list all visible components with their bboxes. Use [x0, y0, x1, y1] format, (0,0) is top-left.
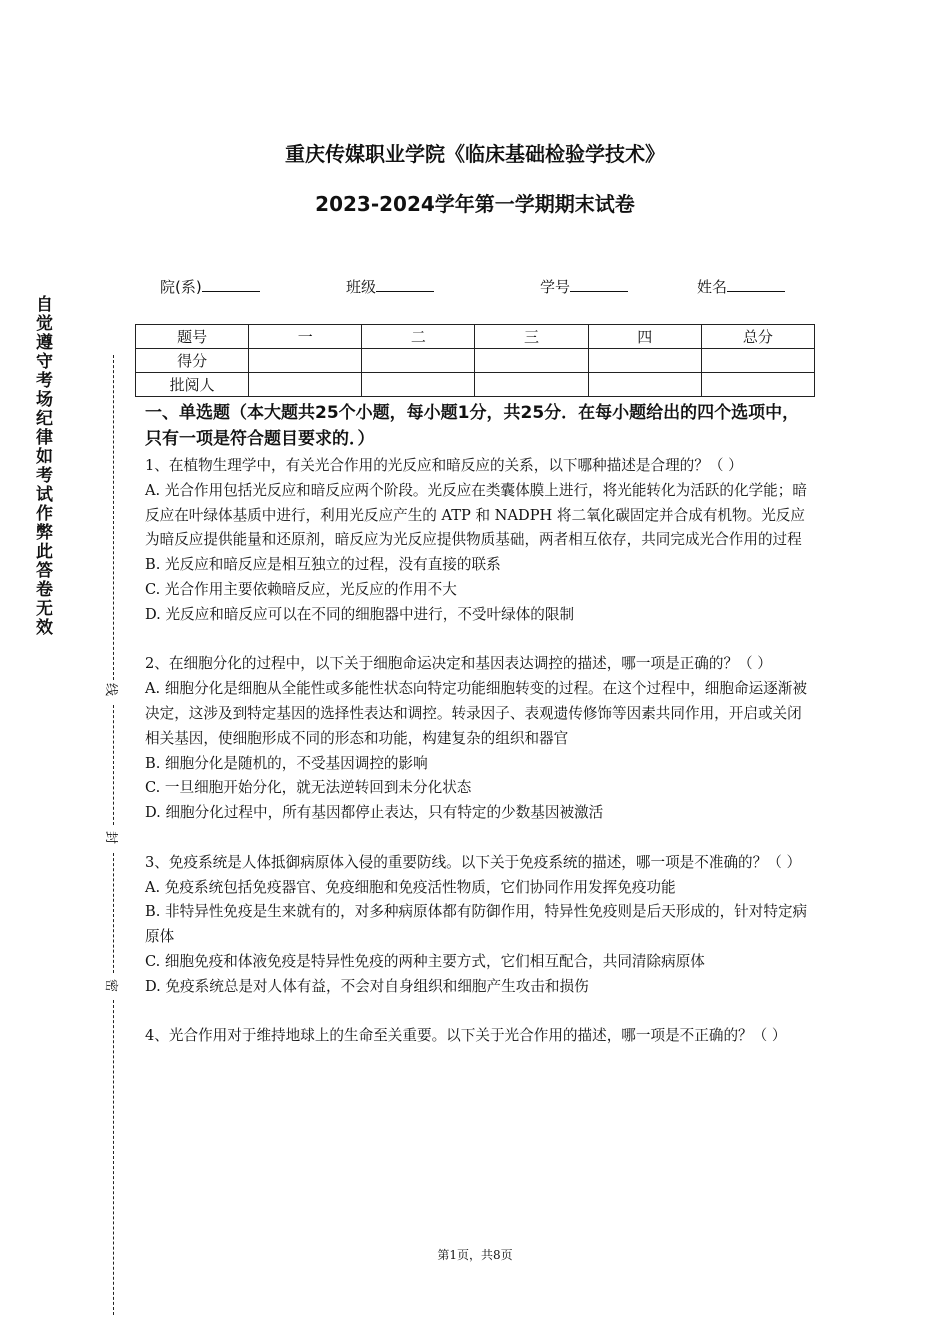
row-label: 得分: [136, 349, 249, 373]
question-stem: 2、在细胞分化的过程中，以下关于细胞命运决定和基因表达调控的描述，哪一项是正确的？（ ）: [145, 655, 772, 673]
question-3: [145, 851, 813, 1000]
exam-subtitle: 2023-2024学年第一学期期末试卷: [315, 192, 635, 216]
option-d[interactable]: D. 光反应和暗反应可以在不同的细胞器中进行，不受叶绿体的限制: [145, 605, 575, 623]
table-row: [136, 373, 815, 397]
score-cell: [249, 349, 362, 373]
grader-cell: [701, 373, 814, 397]
seal-label-line: 线: [103, 683, 122, 696]
table-header: 四: [588, 325, 701, 349]
table-header: 一: [249, 325, 362, 349]
grader-cell: [588, 373, 701, 397]
option-b[interactable]: B. 非特异性免疫是生来就有的，对多种病原体都有防御作用，特异性免疫则是后天形成的，针对特定病原体: [145, 903, 808, 946]
table-header: 二: [362, 325, 475, 349]
class-label: 班级: [346, 278, 377, 296]
dept-field[interactable]: [160, 276, 260, 297]
student-id-label: 学号: [540, 278, 571, 296]
table-header: 总分: [701, 325, 814, 349]
table-row: [136, 325, 815, 349]
binding-line: [113, 1000, 114, 1315]
row-label: 批阅人: [136, 373, 249, 397]
option-d[interactable]: D. 细胞分化过程中，所有基因都停止表达，只有特定的少数基因被激活: [145, 804, 604, 822]
option-a[interactable]: A. 细胞分化是细胞从全能性或多能性状态向特定功能细胞转变的过程。在这个过程中，细胞命运逐渐被决定，这涉及到特定基因的选择性表达和调控。转录因子、表观遗传修饰等因素共同作用，开启或关闭相关基因，使细胞形成不同的形态和功能，构建复杂的组织和器官: [145, 680, 807, 747]
page-number: 第1页，共8页: [437, 1248, 513, 1262]
table-row: [136, 349, 815, 373]
question-1: [145, 454, 813, 628]
exam-content: [145, 400, 813, 1074]
option-c[interactable]: C. 光合作用主要依赖暗反应，光反应的作用不大: [145, 580, 457, 598]
option-c[interactable]: C. 细胞免疫和体液免疫是特异性免疫的两种主要方式，它们相互配合，共同清除病原体: [145, 952, 705, 970]
exam-discipline-notice: 自觉遵守考场纪律如考试作弊此答卷无效: [36, 295, 53, 638]
binding-line: [113, 705, 114, 825]
seal-label-seal: 封: [103, 831, 122, 844]
option-d[interactable]: D. 免疫系统总是对人体有益，不会对自身组织和细胞产生攻击和损伤: [145, 977, 589, 995]
score-cell: [362, 349, 475, 373]
question-2: [145, 652, 813, 826]
score-cell: [475, 349, 588, 373]
binding-line: [113, 355, 114, 680]
seal-label-secret: 密: [103, 979, 122, 992]
option-a[interactable]: A. 光合作用包括光反应和暗反应两个阶段。光反应在类囊体膜上进行，将光能转化为活跃的化学能；暗反应在叶绿体基质中进行，利用光反应产生的 ATP 和 NADPH 将二氧化碳固定并合成有机物。光反应为暗反应提供能量和还原剂，暗反应为光反应提供物质基础，两者相互依存，共同完成光合作用的过程: [145, 481, 807, 549]
score-table: [135, 324, 815, 397]
question-stem: 4、光合作用对于维持地球上的生命至关重要。以下关于光合作用的描述，哪一项是不正确的？（ ）: [145, 1027, 787, 1045]
option-c[interactable]: C. 一旦细胞开始分化，就无法逆转回到未分化状态: [145, 779, 472, 797]
question-stem: 1、在植物生理学中，有关光合作用的光反应和暗反应的关系，以下哪种描述是合理的？（ ）: [145, 457, 743, 474]
option-b[interactable]: B. 细胞分化是随机的，不受基因调控的影响: [145, 754, 428, 772]
grader-cell: [475, 373, 588, 397]
exam-title: 重庆传媒职业学院《临床基础检验学技术》: [285, 142, 665, 166]
binding-line: [113, 853, 114, 973]
table-header: 题号: [136, 325, 249, 349]
score-cell: [588, 349, 701, 373]
section-heading: 一、单选题（本大题共25个小题，每小题1分，共25分．在每小题给出的四个选项中，只有一项是符合题目要求的．）: [145, 403, 800, 449]
name-field[interactable]: [697, 276, 785, 297]
grader-cell: [249, 373, 362, 397]
class-field[interactable]: [346, 276, 434, 297]
dept-label: 院(系): [160, 278, 202, 296]
score-cell: [701, 349, 814, 373]
option-a[interactable]: A. 免疫系统包括免疫器官、免疫细胞和免疫活性物质，它们协同作用发挥免疫功能: [145, 878, 676, 896]
grader-cell: [362, 373, 475, 397]
question-4: [145, 1024, 813, 1049]
question-stem: 3、免疫系统是人体抵御病原体入侵的重要防线。以下关于免疫系统的描述，哪一项是不准确的？（ ）: [145, 853, 802, 871]
name-label: 姓名: [697, 278, 728, 296]
student-id-field[interactable]: [540, 276, 628, 297]
option-b[interactable]: B. 光反应和暗反应是相互独立的过程，没有直接的联系: [145, 556, 501, 574]
table-header: 三: [475, 325, 588, 349]
